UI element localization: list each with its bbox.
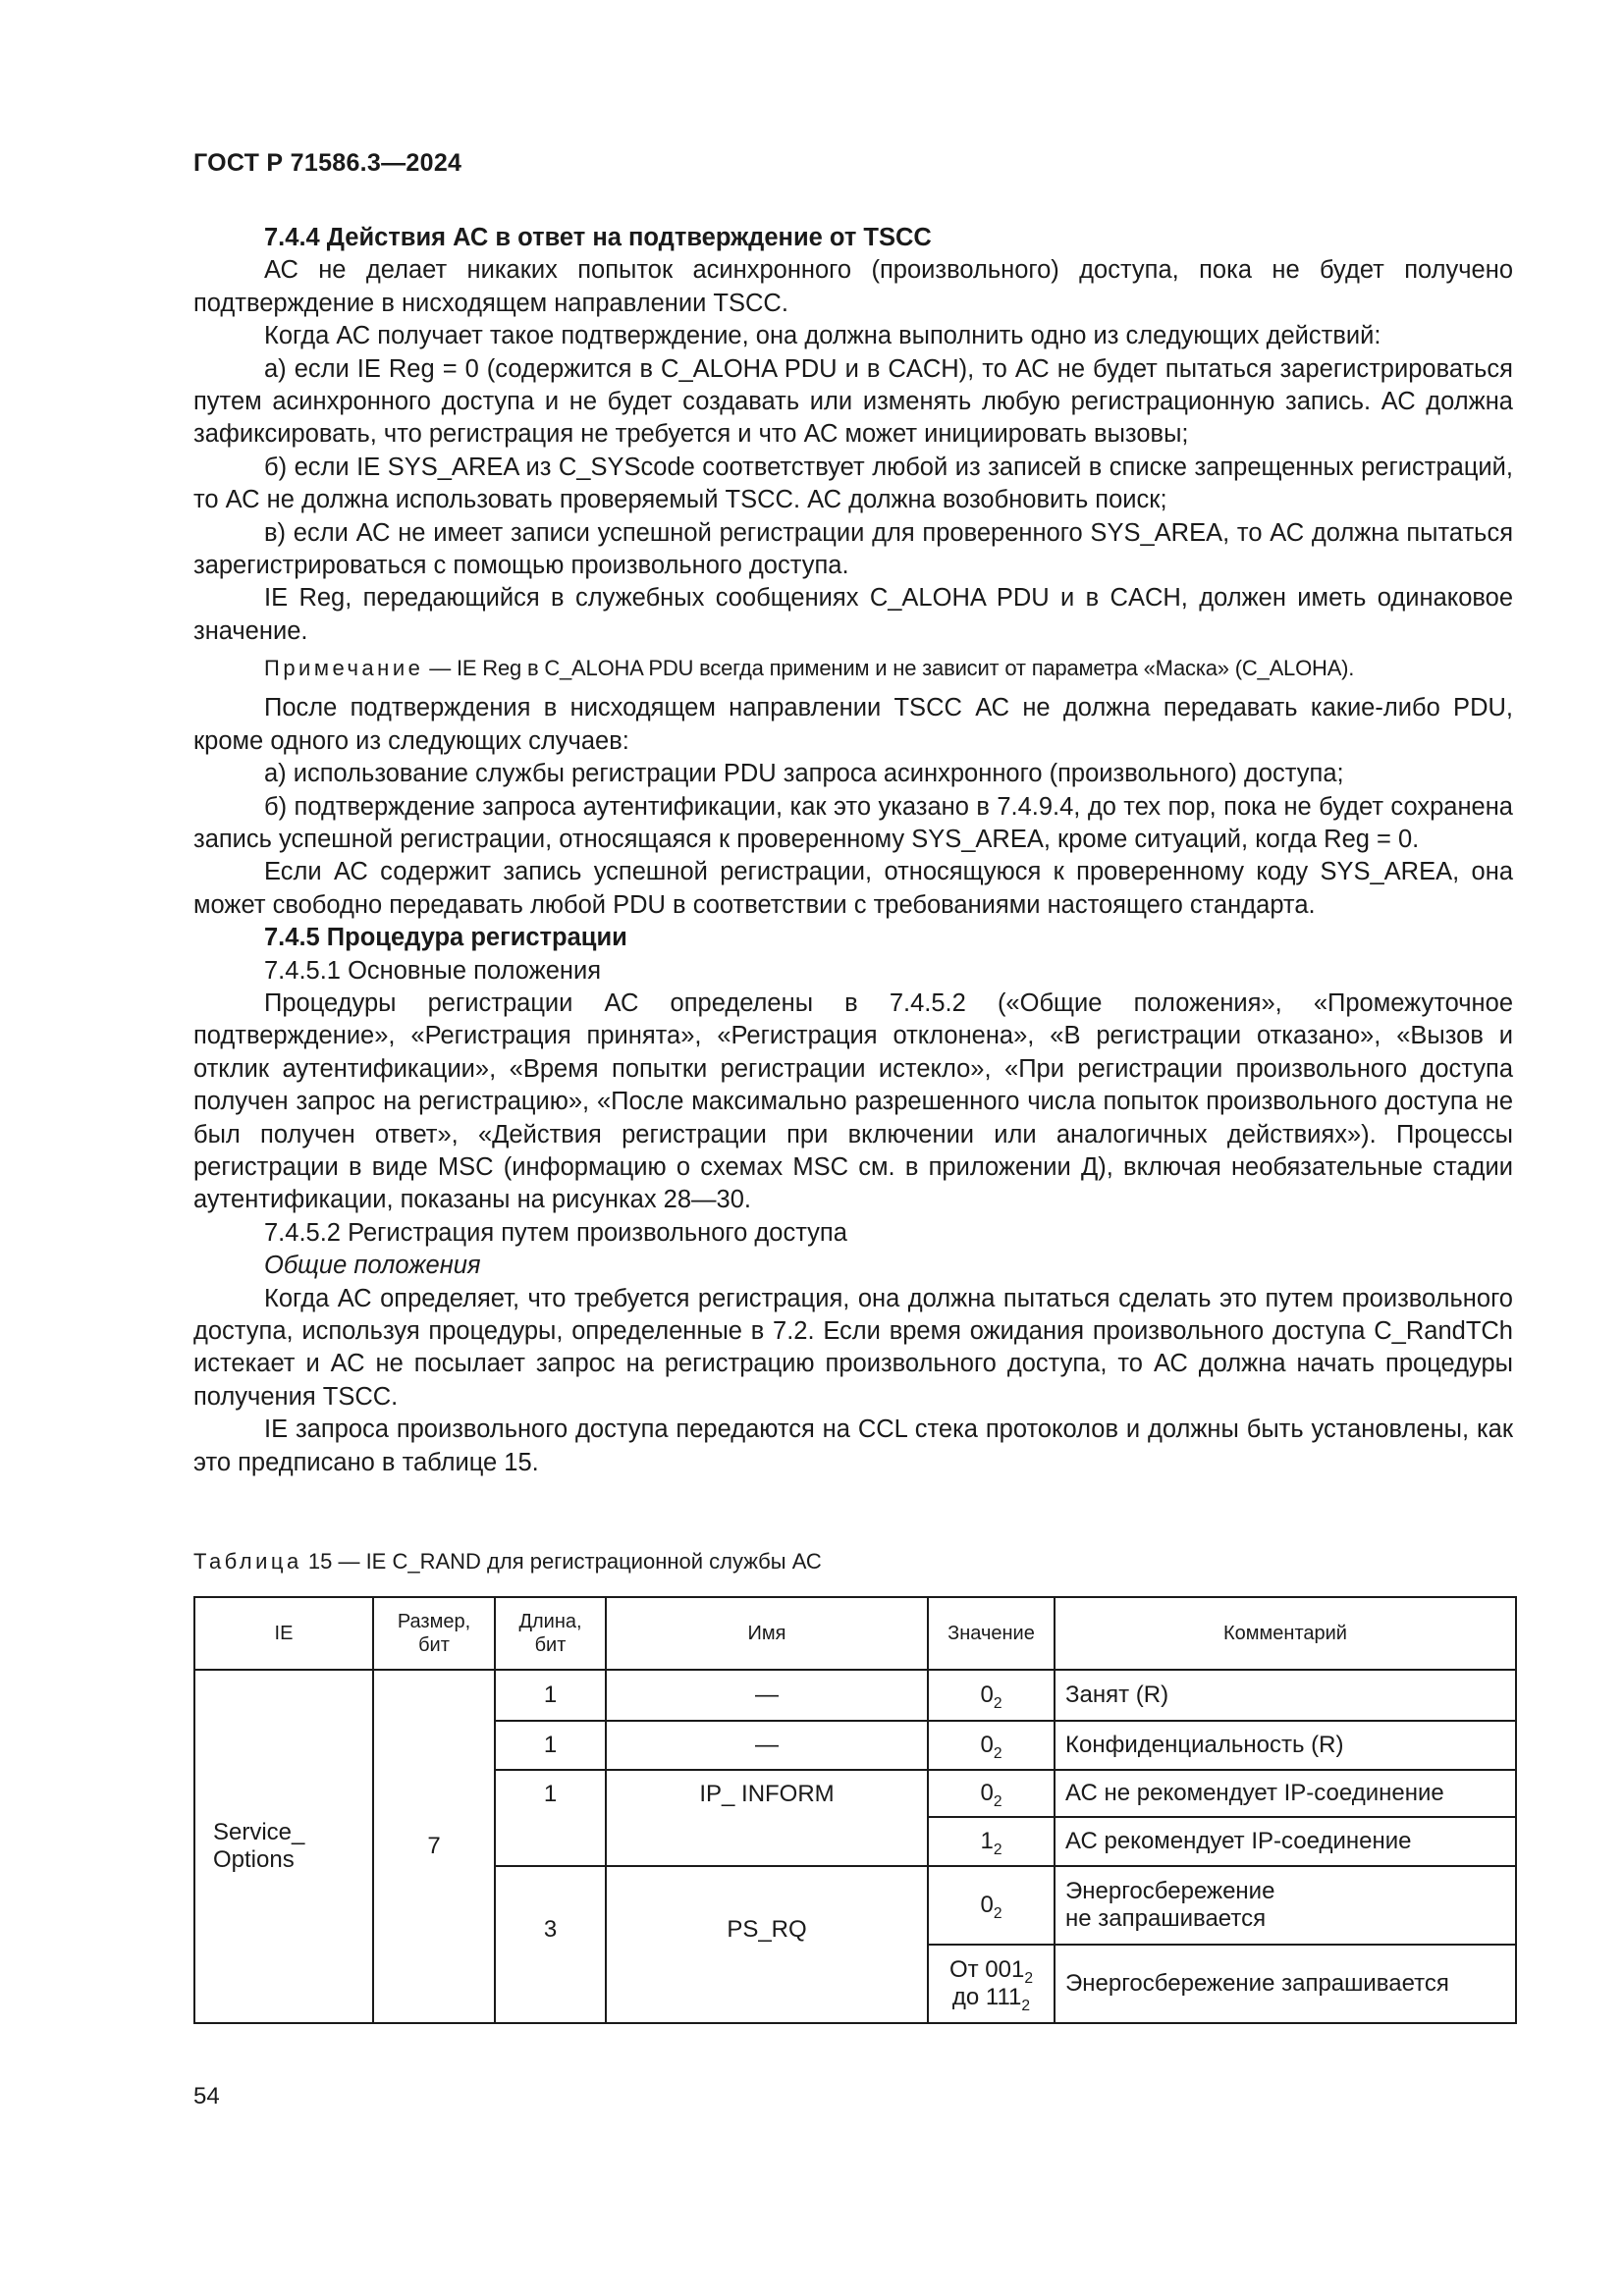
header-name: Имя: [606, 1597, 928, 1670]
table-caption: [193, 1549, 822, 1575]
value-digit: 1: [980, 1828, 994, 1854]
section-heading-7-4-4: 7.4.4 Действия АС в ответ на подтверждение от TSCC: [264, 224, 932, 251]
paragraph: Когда АС определяет, что требуется регистрация, она должна пытаться сделать это путем произвольного доступа, используя процедуры, определенные в 7.2. Если время ожидания произвольного доступа C_RandTCh истекает и АС не посылает запрос на регистрацию произвольного доступа, то АС должна начать процедуры получения TSCC.: [193, 1284, 1513, 1411]
cell-value: [928, 1817, 1055, 1866]
paragraph: Если АС содержит запись успешной регистрации, относящуюся к проверенному коду SYS_AREA, она может свободно передавать любой PDU в соответствии с требованиями настоящего стандарта.: [193, 858, 1513, 919]
value-base: 2: [993, 1793, 1002, 1810]
paragraph: После подтверждения в нисходящем направлении TSCC АС не должна передавать какие-либо PDU, кроме одного из следующих случаев:: [193, 694, 1513, 755]
list-item-b: б) если IE SYS_AREA из C_SYScode соответствует любой из записей в списке запрещенных регистраций, то АС не должна использовать проверяемый TSCC. АС должна возобновить поиск;: [193, 453, 1513, 514]
value-digit: 0: [980, 1780, 994, 1806]
cell-comment: АС не рекомендует IP-соединение: [1055, 1770, 1516, 1817]
header-size-line2: бит: [418, 1634, 450, 1656]
cell-comment: Энергосбережение запрашивается: [1055, 1945, 1516, 2023]
list-item-a: а) если IE Reg = 0 (содержится в C_ALOHA PDU и в CACH), то АС не будет пытаться зарегистрироваться путем асинхронного доступа и не будет создавать или изменять любую регистрационную запись. АС должна зафиксировать, что регистрация не требуется и что АС может инициировать вызовы;: [193, 354, 1513, 449]
table-caption-text: 15 — IE C_RAND для регистрационной службы АС: [301, 1549, 822, 1574]
value-digit: 0: [980, 1892, 994, 1918]
cell-length: 1: [495, 1670, 606, 1721]
value-base: 2: [993, 1745, 1002, 1762]
cell-comment: [1055, 1866, 1516, 1945]
subsection-heading-7-4-5-1: 7.4.5.1 Основные положения: [264, 956, 602, 985]
list-item-v: в) если АС не имеет записи успешной регистрации для проверенного SYS_AREA, то АС должна пытаться зарегистрироваться с помощью произвольного доступа.: [193, 518, 1513, 580]
header-size: [373, 1597, 495, 1670]
table-row: [194, 1670, 1516, 1721]
cell-length: 1: [495, 1770, 606, 1866]
header-value: Значение: [928, 1597, 1055, 1670]
cell-comment: Занят (R): [1055, 1670, 1516, 1721]
cell-value: [928, 1721, 1055, 1770]
cell-length: 1: [495, 1721, 606, 1770]
cell-value: [928, 1866, 1055, 1945]
note-text: — IE Reg в C_ALOHA PDU всегда применим и не зависит от параметра «Маска» (C_ALOHA).: [423, 656, 1355, 681]
comment-line2: не запрашивается: [1065, 1905, 1267, 1932]
list-item-b: б) подтверждение запроса аутентификации, как это указано в 7.4.9.4, до тех пор, пока не будет сохранена запись успешной регистрации, относящаяся к проверенному SYS_AREA, кроме ситуаций, когда Reg = 0.: [193, 792, 1513, 853]
comment-line1: Энергосбережение: [1065, 1878, 1275, 1904]
value-base: 2: [1024, 1970, 1034, 1987]
paragraph: Когда АС получает такое подтверждение, она должна выполнить одно из следующих действий:: [264, 322, 1381, 350]
value-base: 2: [993, 1695, 1002, 1712]
header-size-line1: Размер,: [397, 1611, 471, 1632]
cell-length: 3: [495, 1866, 606, 2023]
header-comment: Комментарий: [1055, 1597, 1516, 1670]
list-item-a: а) использование службы регистрации PDU запроса асинхронного (произвольного) доступа;: [264, 760, 1344, 788]
value-base: 2: [1021, 1998, 1031, 2014]
paragraph: АС не делает никаких попыток асинхронного (произвольного) доступа, пока не будет получено подтверждение в нисходящем направлении TSCC.: [193, 256, 1513, 317]
value-from: От 001: [948, 1956, 1025, 1983]
note: [193, 654, 1513, 683]
cell-value: [928, 1770, 1055, 1817]
value-digit: 0: [980, 1732, 994, 1758]
main-text: [193, 222, 1513, 1479]
paragraph: IE запроса произвольного доступа передаются на CCL стека протоколов и должны быть установлены, как это предписано в таблице 15.: [193, 1415, 1513, 1476]
ie-line1: Service_: [213, 1819, 305, 1845]
cell-name: IP_ INFORM: [606, 1770, 928, 1866]
table-header-row: [194, 1597, 1516, 1670]
cell-size: 7: [373, 1670, 495, 2023]
cell-ie: [194, 1670, 373, 2023]
ie-line2: Options: [213, 1846, 295, 1873]
header-length-line1: Длина,: [518, 1611, 582, 1632]
cell-comment: Конфиденциальность (R): [1055, 1721, 1516, 1770]
table-caption-label: Таблица: [193, 1549, 302, 1574]
cell-comment: АС рекомендует IP-соединение: [1055, 1817, 1516, 1866]
value-digit: 0: [980, 1682, 994, 1708]
cell-name: —: [606, 1670, 928, 1721]
cell-name: PS_RQ: [606, 1866, 928, 2023]
italic-heading: Общие положения: [264, 1252, 481, 1280]
paragraph: Процедуры регистрации АС определены в 7.4.5.2 («Общие положения», «Промежуточное подтверждение», «Регистрация принята», «Регистрация отклонена», «В регистрации отказано», «Вызов и отклик аутентификации», «Время попытки регистрации истекло», «При регистрации произвольного доступа получен запрос на регистрацию», «После максимально разрешенного числа попыток произвольного доступа не был получен ответ», «Действия регистрации при включении или аналогичных действиях»). Процессы регистрации в виде MSC (информацию о схемах MSC см. в приложении Д), включая необязательные стадии аутентификации, показаны на рисунках 28—30.: [193, 988, 1513, 1214]
paragraph: IE Reg, передающийся в служебных сообщениях C_ALOHA PDU и в CACH, должен иметь одинаковое значение.: [193, 584, 1513, 645]
header-length: [495, 1597, 606, 1670]
header-length-line2: бит: [534, 1634, 567, 1656]
subsection-heading-7-4-5-2: 7.4.5.2 Регистрация путем произвольного доступа: [264, 1218, 847, 1247]
page-number: 54: [193, 2083, 220, 2109]
value-base: 2: [993, 1842, 1002, 1858]
document-code: ГОСТ Р 71586.3—2024: [193, 149, 462, 177]
table-15: [193, 1596, 1517, 2024]
cell-value: [928, 1945, 1055, 2023]
section-heading-7-4-5: 7.4.5 Процедура регистрации: [264, 924, 627, 952]
note-label: Примечание: [264, 656, 424, 681]
header-ie: IE: [194, 1597, 373, 1670]
value-to: до 111: [951, 1984, 1022, 2010]
value-base: 2: [993, 1905, 1002, 1922]
cell-name: —: [606, 1721, 928, 1770]
cell-value: [928, 1670, 1055, 1721]
